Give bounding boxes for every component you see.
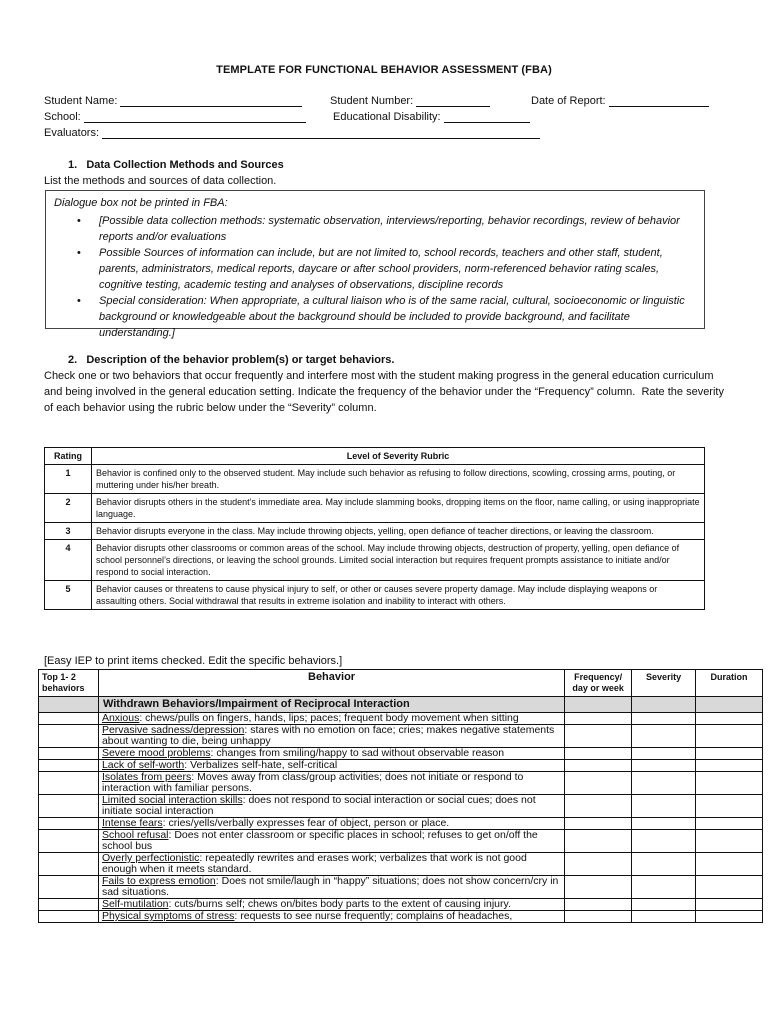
top-behavior-checkbox-cell[interactable]	[39, 818, 99, 830]
student-number-field	[330, 95, 490, 107]
educational-disability-line	[444, 111, 530, 123]
col-severity: Severity	[632, 670, 696, 697]
group-empty-cell	[696, 697, 763, 713]
severity-cell[interactable]	[632, 760, 696, 772]
rubric-col-rating: Rating	[45, 448, 92, 465]
student-name-label: Student Name:	[44, 95, 118, 107]
school-line	[84, 111, 306, 123]
behavior-description-cell	[98, 748, 564, 760]
behavior-desc: : Does not enter classroom or specific places in school; refuses to get on/off the school bus	[101, 829, 538, 852]
behavior-name: Anxious	[101, 712, 140, 724]
behavior-name: Self-mutilation	[101, 898, 169, 910]
school-label: School:	[44, 111, 81, 123]
rubric-rating: 2	[45, 494, 92, 523]
section1-instruction: List the methods and sources of data collection.	[44, 175, 277, 187]
col-frequency: Frequency/ day or week	[565, 670, 632, 697]
behavior-row	[39, 876, 763, 899]
rubric-rating: 1	[45, 465, 92, 494]
behavior-name: Severe mood problems	[101, 747, 211, 759]
behavior-desc: : stares with no emotion on face; cries; makes negative statements about wanting to die, being unhappy	[101, 724, 555, 747]
student-number-label: Student Number:	[330, 95, 414, 107]
top-behavior-checkbox-cell[interactable]	[39, 760, 99, 772]
dialogue-box	[45, 190, 705, 339]
frequency-cell[interactable]	[565, 876, 632, 899]
severity-cell[interactable]	[632, 876, 696, 899]
behavior-description-cell	[98, 818, 564, 830]
rubric-text: Behavior disrupts other classrooms or common areas of the school. May include throwing objects, destruction of property, yelling, open defiance of school personnel’s directions, or leaving the school grounds. Limited social interaction but requires frequent prompts assistance to initiate and/or respond to social interaction.	[92, 540, 705, 581]
date-of-report-field	[531, 95, 709, 107]
duration-cell[interactable]	[696, 795, 763, 818]
behaviors-header-row	[39, 670, 763, 697]
rubric-text: Behavior is confined only to the observed student. May include such behavior as refusing to follow directions, scowling, crossing arms, pouting, or muttering under his/her breath.	[92, 465, 705, 494]
behavior-description-cell	[98, 725, 564, 748]
section2-heading: 2. Description of the behavior problem(s) or target behaviors.	[68, 354, 395, 366]
rubric-text: Behavior disrupts others in the student’s immediate area. May include slamming books, dropping items on the floor, name calling, or using inappropriate language.	[92, 494, 705, 523]
behavior-desc: : Verbalizes self-hate, self-critical	[184, 759, 338, 771]
behavior-row	[39, 713, 763, 725]
page-title: TEMPLATE FOR FUNCTIONAL BEHAVIOR ASSESSMENT (FBA)	[216, 64, 552, 76]
frequency-cell[interactable]	[565, 795, 632, 818]
top-behavior-checkbox-cell[interactable]	[39, 899, 99, 911]
frequency-cell[interactable]	[565, 830, 632, 853]
school-field	[44, 111, 306, 123]
duration-cell[interactable]	[696, 725, 763, 748]
section1-heading: 1. Data Collection Methods and Sources	[68, 159, 284, 171]
behavior-name: School refusal	[101, 829, 169, 841]
top-behavior-checkbox-cell[interactable]	[39, 830, 99, 853]
group-empty-cell	[565, 697, 632, 713]
frequency-cell[interactable]	[565, 911, 632, 923]
top-behavior-checkbox-cell[interactable]	[39, 876, 99, 899]
student-number-line	[416, 95, 490, 107]
behavior-rows	[39, 713, 763, 923]
behavior-desc: : chews/pulls on fingers, hands, lips; paces; frequent body movement when sitting	[139, 712, 519, 724]
group-empty-cell	[632, 697, 696, 713]
date-of-report-line	[609, 95, 709, 107]
behavior-row	[39, 725, 763, 748]
severity-cell[interactable]	[632, 853, 696, 876]
behavior-name: Isolates from peers	[101, 771, 192, 783]
top-behavior-checkbox-cell[interactable]	[39, 772, 99, 795]
behavior-row	[39, 818, 763, 830]
rubric-rating: 4	[45, 540, 92, 581]
frequency-cell[interactable]	[565, 760, 632, 772]
behavior-row	[39, 748, 763, 760]
easy-iep-note: [Easy IEP to print items checked. Edit the specific behaviors.]	[44, 655, 343, 667]
behavior-desc: : changes from smiling/happy to sad without observable reason	[210, 747, 505, 759]
top-behavior-checkbox-cell[interactable]	[39, 853, 99, 876]
behavior-row	[39, 911, 763, 923]
behavior-desc: : repeatedly rewrites and erases work; verbalizes that work is not good enough when it meets standard.	[101, 852, 527, 875]
behavior-description-cell	[98, 911, 564, 923]
dialogue-bullets	[54, 213, 696, 341]
behavior-row	[39, 760, 763, 772]
behavior-description-cell	[98, 760, 564, 772]
rubric-row	[45, 540, 705, 581]
behavior-desc: : does not respond to social interaction or social cues; does not initiate social interaction	[101, 794, 536, 817]
rubric-rating: 5	[45, 581, 92, 610]
behavior-row	[39, 899, 763, 911]
date-of-report-label: Date of Report:	[531, 95, 606, 107]
rubric-rating: 3	[45, 523, 92, 540]
rubric-row	[45, 494, 705, 523]
group-title: Withdrawn Behaviors/Impairment of Reciprocal Interaction	[98, 697, 564, 713]
top-behavior-checkbox-cell[interactable]	[39, 725, 99, 748]
evaluators-line	[102, 127, 540, 139]
top-behavior-checkbox-cell[interactable]	[39, 713, 99, 725]
behavior-name: Overly perfectionistic	[101, 852, 200, 864]
frequency-cell[interactable]	[565, 725, 632, 748]
rubric-row	[45, 523, 705, 540]
rubric-row	[45, 465, 705, 494]
severity-cell[interactable]	[632, 725, 696, 748]
behavior-row	[39, 795, 763, 818]
section2-paragraph: Check one or two behaviors that occur frequently and interfere most with the student making progress in the general education curriculum and being involved in the general education setting. Indicate the frequency of the behavior under the “Frequency” column. Rate the severity of each behavior using the rubric below under the “Severity” column.	[44, 370, 724, 414]
behavior-row	[39, 830, 763, 853]
duration-cell[interactable]	[696, 876, 763, 899]
behavior-desc: : requests to see nurse frequently; complains of headaches,	[234, 910, 513, 922]
behavior-name: Fails to express emotion	[101, 875, 216, 887]
col-top-behaviors: Top 1- 2 behaviors	[39, 670, 99, 697]
severity-cell[interactable]	[632, 911, 696, 923]
behavior-name: Limited social interaction skills	[101, 794, 243, 806]
frequency-cell[interactable]	[565, 853, 632, 876]
severity-cell[interactable]	[632, 713, 696, 725]
behavior-row	[39, 772, 763, 795]
frequency-cell[interactable]	[565, 713, 632, 725]
behavior-description-cell	[98, 795, 564, 818]
top-behavior-checkbox-cell[interactable]	[39, 748, 99, 760]
dialogue-bullet: • Special consideration: When appropriate, a cultural liaison who is of the same racial, cultural, socioeconomic or linguistic background or knowledgeable about the background should be included to provide background, and facilitate understanding.]	[99, 293, 696, 341]
top-behavior-checkbox-cell[interactable]	[39, 795, 99, 818]
rubric-header-row	[45, 448, 705, 465]
rubric-row	[45, 581, 705, 610]
behaviors-table	[38, 669, 763, 923]
severity-cell[interactable]	[632, 830, 696, 853]
behavior-description-cell	[98, 772, 564, 795]
behavior-name: Physical symptoms of stress	[101, 910, 235, 922]
evaluators-label: Evaluators:	[44, 127, 100, 139]
behavior-desc: : Does not smile/laugh in “happy” situations; does not show concern/cry in sad situations.	[101, 875, 559, 898]
behavior-group-row	[39, 697, 763, 713]
evaluators-field	[44, 127, 540, 139]
behavior-desc: : cries/yells/verbally expresses fear of object, person or place.	[162, 817, 450, 829]
group-empty-cell	[39, 697, 99, 713]
educational-disability-label: Educational Disability:	[333, 111, 441, 123]
behavior-description-cell	[98, 830, 564, 853]
severity-cell[interactable]	[632, 748, 696, 760]
frequency-cell[interactable]	[565, 748, 632, 760]
behavior-description-cell	[98, 713, 564, 725]
duration-cell[interactable]	[696, 748, 763, 760]
duration-cell[interactable]	[696, 830, 763, 853]
frequency-cell[interactable]	[565, 818, 632, 830]
behavior-description-cell	[98, 899, 564, 911]
behavior-description-cell	[98, 853, 564, 876]
severity-rubric-table	[44, 447, 705, 610]
behavior-name: Pervasive sadness/depression	[101, 724, 245, 736]
col-behavior: Behavior	[98, 670, 564, 697]
dialogue-bullet: • Possible Sources of information can include, but are not limited to, school records, teachers and other staff, student, parents, administrators, medical reports, daycare or after school providers, norm-referenced behavior rating scales, cognitive testing, academic testing and analyses of observations, discipline records	[99, 245, 696, 293]
frequency-cell[interactable]	[565, 899, 632, 911]
educational-disability-field	[333, 111, 530, 123]
severity-cell[interactable]	[632, 772, 696, 795]
frequency-cell[interactable]	[565, 772, 632, 795]
dialogue-bullet: • [Possible data collection methods: systematic observation, interviews/reporting, behavior recordings, review of behavior reports and/or evaluations	[99, 213, 696, 245]
behavior-desc: : cuts/burns self; chews on/bites body parts to the extent of causing injury.	[168, 898, 511, 910]
behavior-name: Intense fears	[101, 817, 163, 829]
duration-cell[interactable]	[696, 713, 763, 725]
severity-cell[interactable]	[632, 899, 696, 911]
duration-cell[interactable]	[696, 853, 763, 876]
duration-cell[interactable]	[696, 818, 763, 830]
student-name-field	[44, 95, 302, 107]
behavior-desc: : Moves away from class/group activities; does not initiate or respond to interaction with familiar persons.	[101, 771, 524, 794]
behavior-description-cell	[98, 876, 564, 899]
duration-cell[interactable]	[696, 760, 763, 772]
col-duration: Duration	[696, 670, 763, 697]
rubric-col-level: Level of Severity Rubric	[92, 448, 705, 465]
rubric-text: Behavior causes or threatens to cause physical injury to self, or other or causes severe property damage. May include displaying weapons or assaulting others. Social withdrawal that results in extreme isolation and inability to interact with others.	[92, 581, 705, 610]
severity-cell[interactable]	[632, 818, 696, 830]
behavior-name: Lack of self-worth	[101, 759, 185, 771]
duration-cell[interactable]	[696, 899, 763, 911]
dialogue-label: Dialogue box not be printed in FBA:	[54, 197, 228, 209]
behavior-row	[39, 853, 763, 876]
severity-cell[interactable]	[632, 795, 696, 818]
student-name-line	[120, 95, 302, 107]
duration-cell[interactable]	[696, 911, 763, 923]
rubric-text: Behavior disrupts everyone in the class. May include throwing objects, yelling, open defiance of teacher directions, or leaving the classroom.	[92, 523, 705, 540]
duration-cell[interactable]	[696, 772, 763, 795]
top-behavior-checkbox-cell[interactable]	[39, 911, 99, 923]
